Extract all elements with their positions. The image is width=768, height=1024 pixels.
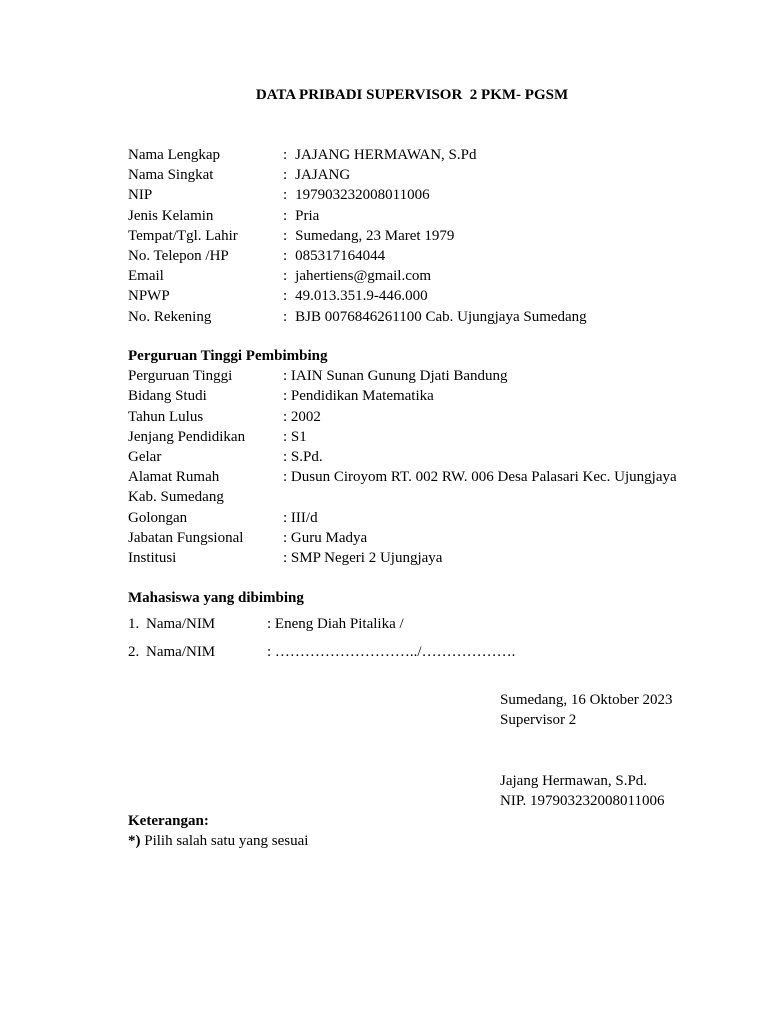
- field-separator: :: [283, 147, 288, 163]
- field-separator: :: [283, 187, 288, 204]
- field-value: 085317164044: [295, 247, 386, 264]
- university-row-jabatan-fungsional: [128, 528, 368, 548]
- university-heading: Perguruan Tinggi Pembimbing: [128, 348, 328, 364]
- field-value: : S1: [283, 428, 307, 445]
- university-row-alamat-rumah: [128, 467, 677, 487]
- field-label: Jabatan Fungsional: [128, 529, 244, 546]
- field-label: No. Telepon /HP: [128, 247, 229, 264]
- field-label: Jenjang Pendidikan: [128, 428, 246, 445]
- field-value: : Dusun Ciroyom RT. 002 RW. 006 Desa Palasari Kec. Ujungjaya: [283, 469, 677, 486]
- field-label: Kab. Sumedang: [128, 489, 224, 506]
- field-label: Perguruan Tinggi: [128, 368, 233, 385]
- field-label: Tempat/Tgl. Lahir: [128, 227, 238, 244]
- university-row-jenjang-pendidikan: [128, 427, 327, 447]
- field-separator: :: [283, 288, 288, 305]
- field-separator: :: [283, 227, 288, 244]
- field-separator: :: [283, 167, 288, 184]
- field-label: Jenis Kelamin: [128, 207, 214, 224]
- field-separator: :: [283, 247, 288, 264]
- university-row-institusi: [128, 548, 443, 568]
- field-label: Institusi: [128, 549, 177, 566]
- university-row-gelar: [128, 447, 327, 467]
- field-label: NPWP: [128, 288, 170, 305]
- field-label: Tahun Lulus: [128, 408, 204, 425]
- field-value: 197903232008011006: [295, 187, 430, 204]
- student-row: [128, 642, 516, 670]
- students-heading: Mahasiswa yang dibimbing: [128, 590, 304, 606]
- student-number: 1.: [128, 616, 140, 633]
- student-label: Nama/NIM: [146, 644, 216, 661]
- field-label: No. Rekening: [128, 308, 212, 325]
- student-value: : ………………………../……………….: [267, 644, 516, 661]
- field-value: BJB 0076846261100 Cab. Ujungjaya Sumedang: [295, 308, 587, 325]
- signature-name-block: [500, 771, 664, 811]
- field-value: : SMP Negeri 2 Ujungjaya: [283, 549, 443, 566]
- student-number: 2.: [128, 644, 140, 661]
- field-value: JAJANG HERMAWAN, S.Pd: [295, 147, 477, 163]
- field-label: Alamat Rumah: [128, 469, 220, 486]
- notes-marker: *): [128, 833, 141, 850]
- field-label: Nama Lengkap: [128, 147, 221, 163]
- university-row-kab: [128, 487, 327, 507]
- field-separator: :: [283, 207, 288, 224]
- field-separator: :: [283, 268, 288, 285]
- signature-place-date: Sumedang, 16 Oktober 2023: [500, 692, 673, 708]
- field-value: Pria: [295, 207, 320, 224]
- field-label: Gelar: [128, 448, 162, 465]
- field-value: : S.Pd.: [283, 448, 323, 465]
- student-label: Nama/NIM: [146, 616, 216, 633]
- notes-section: [128, 811, 308, 851]
- notes-heading: Keterangan:: [128, 813, 209, 829]
- field-value: 49.013.351.9-446.000: [295, 288, 428, 305]
- field-value: : IAIN Sunan Gunung Djati Bandung: [283, 368, 508, 385]
- field-label: NIP: [128, 187, 153, 204]
- field-value: jahertiens@gmail.com: [295, 268, 432, 285]
- signature-name: Jajang Hermawan, S.Pd.: [500, 773, 648, 789]
- university-row-tahun-lulus: [128, 407, 327, 427]
- field-value: : III/d: [283, 509, 318, 526]
- signature-block: [500, 690, 672, 730]
- students-section: [128, 588, 516, 670]
- field-value: : Pendidikan Matematika: [283, 388, 434, 405]
- university-row-perguruan-tinggi: [128, 366, 508, 386]
- field-label: Nama Singkat: [128, 167, 214, 184]
- field-label: Email: [128, 268, 164, 285]
- field-value: JAJANG: [295, 167, 351, 184]
- field-value: : Guru Madya: [283, 529, 368, 546]
- field-label: Golongan: [128, 509, 188, 526]
- university-section: [128, 346, 677, 568]
- signature-role: Supervisor 2: [500, 712, 577, 729]
- signature-nip: NIP. 197903232008011006: [500, 793, 665, 810]
- notes-text: Pilih salah satu yang sesuai: [140, 833, 309, 850]
- field-value: : 2002: [283, 408, 321, 425]
- field-separator: :: [283, 308, 288, 325]
- university-row-golongan: [128, 508, 327, 528]
- university-row-bidang-studi: [128, 386, 434, 406]
- field-label: Bidang Studi: [128, 388, 207, 405]
- notes-line: [128, 831, 308, 851]
- student-row: [128, 614, 404, 642]
- field-value: Sumedang, 23 Maret 1979: [295, 227, 455, 244]
- document-title: DATA PRIBADI SUPERVISOR 2 PKM- PGSM: [255, 87, 569, 103]
- student-value: : Eneng Diah Pitalika /: [267, 616, 404, 633]
